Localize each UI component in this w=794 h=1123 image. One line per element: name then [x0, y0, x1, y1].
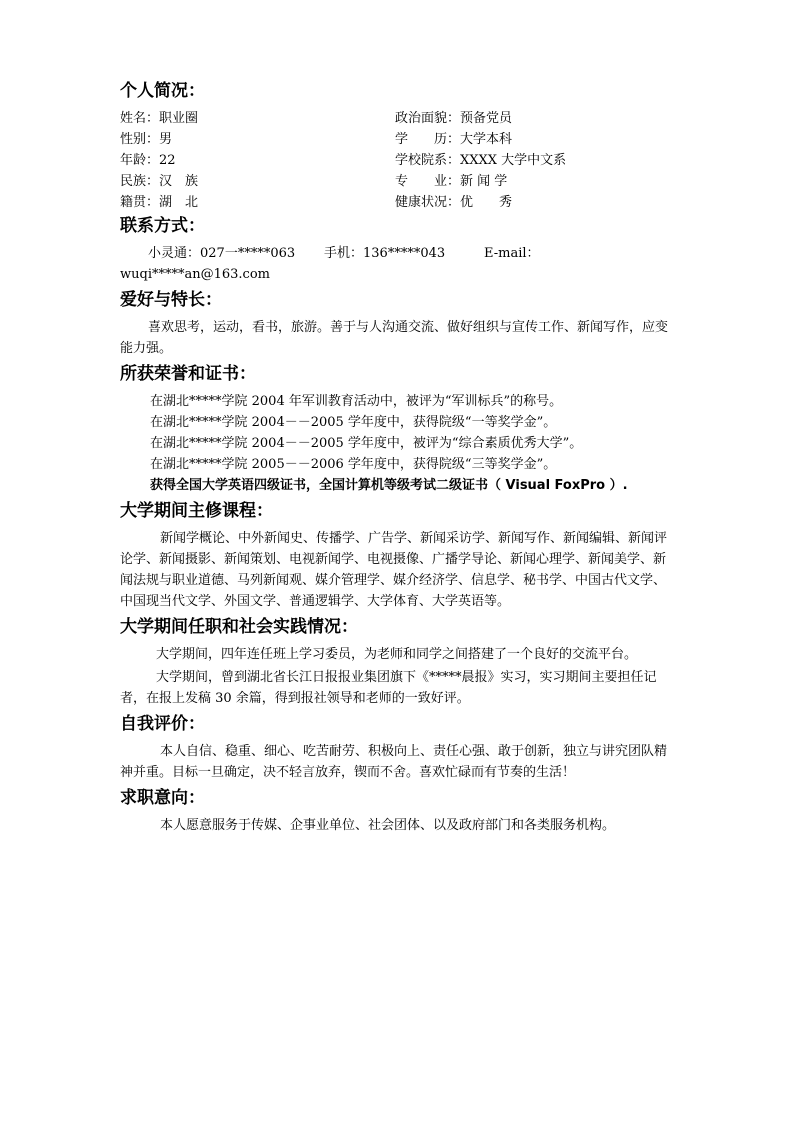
section-title-hobbies: 爱好与特长：: [120, 290, 222, 310]
personal-info-right: [395, 108, 668, 213]
honor-item: 在湖北*****学院 2004－－2005 学年度中，被评为“综合素质优秀大学”。: [150, 436, 583, 451]
info-major: 专 业：新 闻 学: [395, 174, 508, 189]
job-intent-text: 本人愿意服务于传媒、企事业单位、社会团体、以及政府部门和各类服务机构。: [160, 818, 616, 833]
contact-email-label: E-mail：: [484, 246, 540, 261]
contact-phone: 小灵通：027一*****063: [148, 246, 296, 261]
hobbies-text: 喜欢思考，运动，看书，旅游。善于与人沟通交流、做好组织与宣传工作、新闻写作，应变能力强。: [120, 320, 669, 356]
section-title-honors: 所获荣誉和证书：: [120, 364, 256, 384]
contact-mobile: 手机：136*****043: [324, 246, 446, 261]
info-native-place: 籍贯：湖 北: [120, 195, 199, 210]
honor-item: 在湖北*****学院 2005－－2006 学年度中，获得院级“三等奖学金”。: [150, 457, 557, 472]
info-age: 年龄：22: [120, 153, 176, 168]
honor-item: 在湖北*****学院 2004 年军训教育活动中，被评为“军训标兵”的称号。: [150, 394, 563, 409]
info-education: 学 历：大学本科: [395, 132, 513, 147]
personal-info-left: [120, 108, 395, 213]
contact-row: [120, 243, 668, 264]
section-title-courses: 大学期间主修课程：: [120, 501, 273, 521]
personal-info-grid: [120, 108, 668, 213]
section-title-job-intent: 求职意向：: [120, 788, 205, 808]
info-name: 姓名：职业圈: [120, 111, 199, 126]
honor-item: 在湖北*****学院 2004－－2005 学年度中，获得院级“一等奖学金”。: [150, 415, 557, 430]
info-gender: 性别：男: [120, 132, 173, 147]
practice-paragraph: 大学期间，四年连任班上学习委员，为老师和同学之间搭建了一个良好的交流平台。: [156, 647, 638, 662]
info-political-status: 政治面貌：预备党员: [395, 111, 513, 126]
section-title-personal: 个人简况：: [120, 81, 205, 101]
section-title-contact: 联系方式：: [120, 216, 205, 236]
info-ethnicity: 民族：汉 族: [120, 174, 199, 189]
self-eval-text: 本人自信、稳重、细心、吃苦耐劳、积极向上、责任心强、敢于创新，独立与讲究团队精神并重。目标一旦确定，决不轻言放弃，锲而不舍。喜欢忙碌而有节奏的生活！: [120, 744, 668, 780]
courses-text: 新闻学概论、中外新闻史、传播学、广告学、新闻采访学、新闻写作、新闻编辑、新闻评论学、新闻摄影、新闻策划、电视新闻学、电视摄像、广播学导论、新闻心理学、新闻美学、新闻法规与职业道德、马列新闻观、媒介管理学、媒介经济学、信息学、秘书学、中国古代文学、中国现当代文学、外国文学、普通逻辑学、大学体育、大学英语等。: [120, 531, 668, 609]
section-title-practice: 大学期间任职和社会实践情况：: [120, 617, 358, 637]
honors-list: [120, 391, 668, 496]
honor-item-certificates: 获得全国大学英语四级证书，全国计算机等级考试二级证书（ Visual FoxPro ）.: [150, 478, 628, 493]
contact-email: wuqi*****an@163.com: [120, 267, 270, 282]
section-title-self-eval: 自我评价：: [120, 714, 205, 734]
info-health: 健康状况：优 秀: [395, 195, 513, 210]
info-school: 学校院系：XXXX 大学中文系: [395, 153, 567, 168]
practice-paragraph: 大学期间，曾到湖北省长江日报报业集团旗下《*****晨报》实习，实习期间主要担任记者，在报上发稿 30 余篇，得到报社领导和老师的一致好评。: [120, 670, 657, 706]
resume-document: [120, 80, 668, 840]
